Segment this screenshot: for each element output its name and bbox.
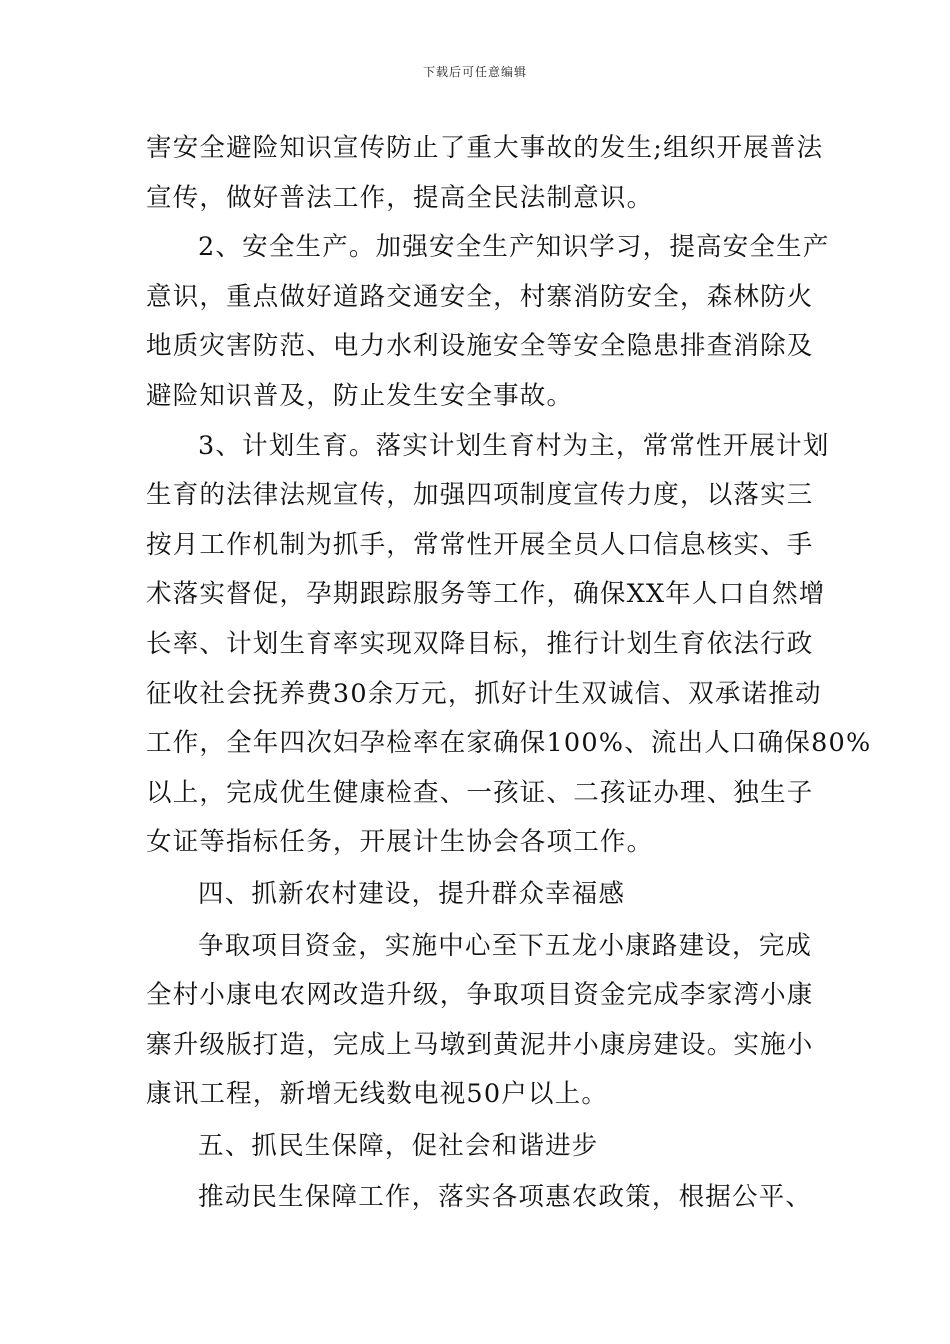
text-line: 康讯工程，新增无线数电视50户以上。: [146, 1079, 609, 1110]
text-line: 宣传，做好普法工作，提高全民法制意识。: [146, 182, 654, 213]
text-line: 地质灾害防范、电力水利设施安全等安全隐患排查消除及: [146, 331, 814, 362]
text-line: 长率、计划生育率实现双降目标，推行计划生育依法行政: [146, 628, 814, 659]
text-line: 寨升级版打造，完成上马墩到黄泥井小康房建设。实施小: [146, 1029, 814, 1060]
paragraph-new-rural-construction: [146, 922, 814, 1120]
section-heading-new-rural: [146, 870, 810, 920]
section-heading-livelihood: [146, 1122, 810, 1172]
heading-text: 四、抓新农村建设，提升群众幸福感: [198, 878, 626, 909]
paragraph-safety-production: [146, 223, 830, 421]
heading-text: 五、抓民生保障，促社会和谐进步: [198, 1130, 599, 1161]
text-line: 术落实督促，孕期跟踪服务等工作，确保XX年人口自然增: [146, 579, 826, 610]
text-line: 全村小康电农网改造升级，争取项目资金完成李家湾小康: [146, 980, 814, 1011]
text-line: 工作，全年四次妇孕检率在家确保100%、流出人口确保80%: [146, 728, 872, 759]
text-line: 害安全避险知识宣传防止了重大事故的发生;组织开展普法: [146, 133, 824, 163]
paragraph-family-planning: [146, 422, 872, 868]
text-line: 争取项目资金，实施中心至下五龙小康路建设，完成: [198, 930, 813, 961]
paragraph-livelihood: [146, 1173, 813, 1223]
text-line: 3、计划生育。落实计划生育村为主，常常性开展计划: [198, 430, 830, 461]
text-line: 2、安全生产。加强安全生产知识学习，提高安全生产: [198, 232, 830, 263]
text-line: 意识，重点做好道路交通安全，村寨消防安全，森林防火: [146, 281, 814, 312]
paragraph-legal-education: [146, 124, 824, 223]
text-line: 避险知识普及，防止发生安全事故。: [146, 380, 574, 411]
text-line: 生育的法律法规宣传，加强四项制度宣传力度，以落实三: [146, 480, 814, 511]
text-line: 征收社会抚养费30余万元，抓好计生双诚信、双承诺推动: [146, 678, 822, 709]
text-line: 女证等指标任务，开展计生协会各项工作。: [146, 827, 654, 858]
text-line: 以上，完成优生健康检查、一孩证、二孩证办理、独生子: [146, 777, 814, 808]
text-line: 按月工作机制为抓手，常常性开展全员人口信息核实、手: [146, 529, 814, 560]
page-header: 下载后可任意编辑: [422, 65, 527, 79]
text-line: 推动民生保障工作，落实各项惠农政策，根据公平、: [198, 1182, 813, 1213]
document-body: [146, 124, 872, 1223]
